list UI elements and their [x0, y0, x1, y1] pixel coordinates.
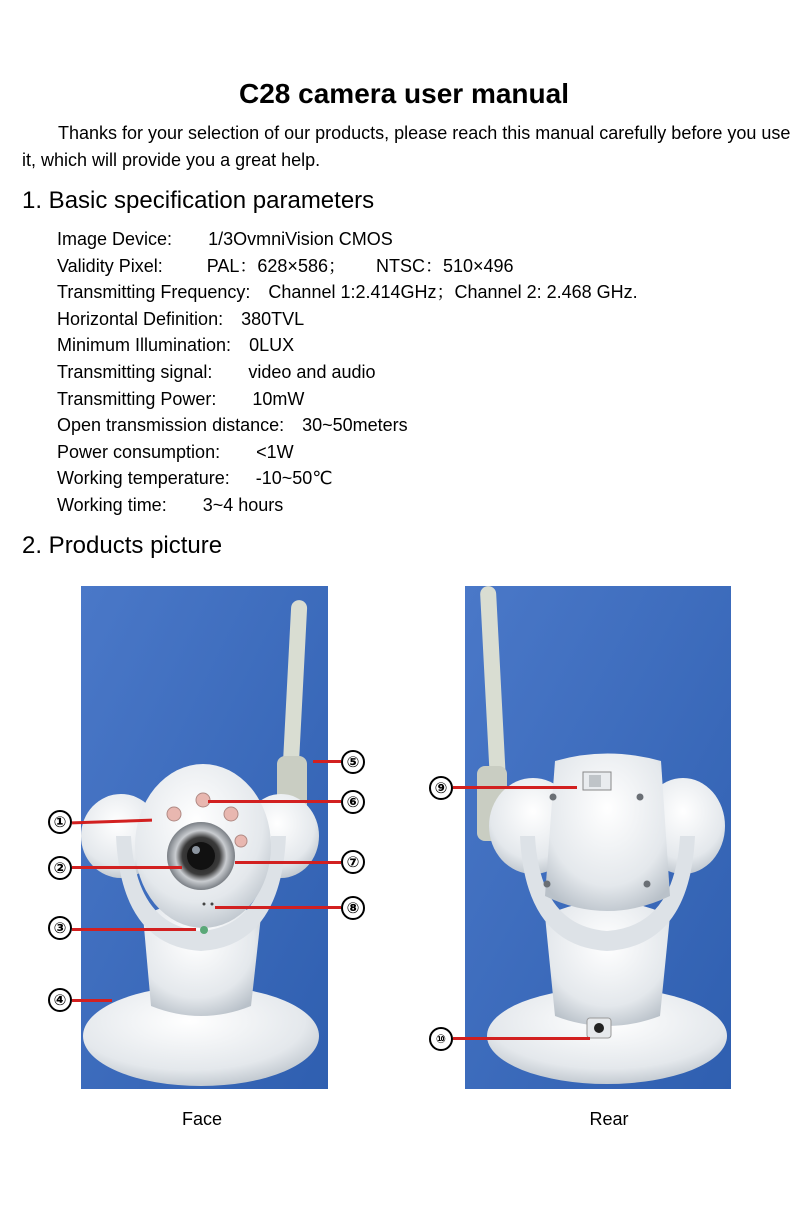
leader-line-5 — [313, 760, 341, 763]
spec-value: -10~50℃ — [255, 468, 333, 489]
spec-row — [57, 359, 638, 386]
spec-value: 380TVL — [241, 308, 305, 329]
leader-line-2 — [72, 866, 182, 869]
spec-value: 10mW — [252, 388, 305, 409]
marker-6: ⑥ — [341, 790, 365, 814]
spec-value: 30~50meters — [302, 415, 408, 436]
marker-5: ⑤ — [341, 750, 365, 774]
spec-value: Channel 1:2.414GHz；Channel 2: 2.468 GHz. — [268, 282, 638, 303]
spec-row — [57, 226, 638, 253]
spec-row — [57, 279, 638, 306]
spec-label: Power consumption: — [57, 441, 221, 462]
spec-label: Transmitting Power: — [57, 388, 217, 409]
spec-value: PAL：628×586； NTSC：510×496 — [206, 255, 514, 276]
spec-list — [57, 226, 638, 519]
marker-8: ⑧ — [341, 896, 365, 920]
camera-front-photo — [81, 586, 328, 1089]
spec-row — [57, 306, 638, 333]
spec-row — [57, 465, 638, 492]
leader-line-6 — [208, 800, 341, 803]
spec-label: Horizontal Definition: — [57, 308, 224, 329]
marker-1: ① — [48, 810, 72, 834]
spec-row — [57, 492, 638, 519]
leader-line-4 — [72, 999, 112, 1002]
marker-7: ⑦ — [341, 850, 365, 874]
spec-label: Working time: — [57, 494, 167, 515]
marker-9: ⑨ — [429, 776, 453, 800]
spec-row — [57, 439, 638, 466]
spec-row — [57, 386, 638, 413]
spec-row — [57, 412, 638, 439]
spec-value: video and audio — [248, 361, 376, 382]
leader-line-8 — [215, 906, 341, 909]
leader-line-10 — [453, 1037, 590, 1040]
spec-label: Image Device: — [57, 229, 173, 249]
spec-row — [57, 332, 638, 359]
document-title: C28 camera user manual — [239, 78, 569, 109]
caption-face: Face — [181, 1109, 223, 1129]
marker-3: ③ — [48, 916, 72, 940]
spec-value: <1W — [256, 441, 294, 462]
section-heading-pictures: 2. Products picture — [22, 532, 223, 559]
spec-value: 0LUX — [249, 335, 295, 356]
spec-value: 1/3OvmniVision CMOS — [208, 229, 393, 249]
leader-line-9 — [453, 786, 577, 789]
intro-paragraph: Thanks for your selection of our products, please reach this manual carefully before you use it, which will provide you a great help. — [22, 123, 791, 170]
spec-label: Minimum Illumination: — [57, 335, 232, 356]
section-heading-specs: 1. Basic specification parameters — [22, 187, 375, 214]
spec-label: Transmitting Frequency: — [57, 282, 251, 303]
marker-2: ② — [48, 856, 72, 880]
spec-label: Transmitting signal: — [57, 361, 213, 382]
spec-label: Validity Pixel: — [57, 255, 163, 276]
spec-value: 3~4 hours — [202, 494, 284, 515]
spec-label: Open transmission distance: — [57, 415, 285, 436]
leader-line-7 — [235, 861, 341, 864]
camera-rear-photo — [465, 586, 731, 1089]
marker-10: ⑩ — [429, 1027, 453, 1051]
caption-rear: Rear — [589, 1109, 629, 1129]
spec-label: Working temperature: — [57, 468, 230, 489]
spec-row — [57, 253, 638, 280]
leader-line-3 — [72, 928, 196, 931]
marker-4: ④ — [48, 988, 72, 1012]
